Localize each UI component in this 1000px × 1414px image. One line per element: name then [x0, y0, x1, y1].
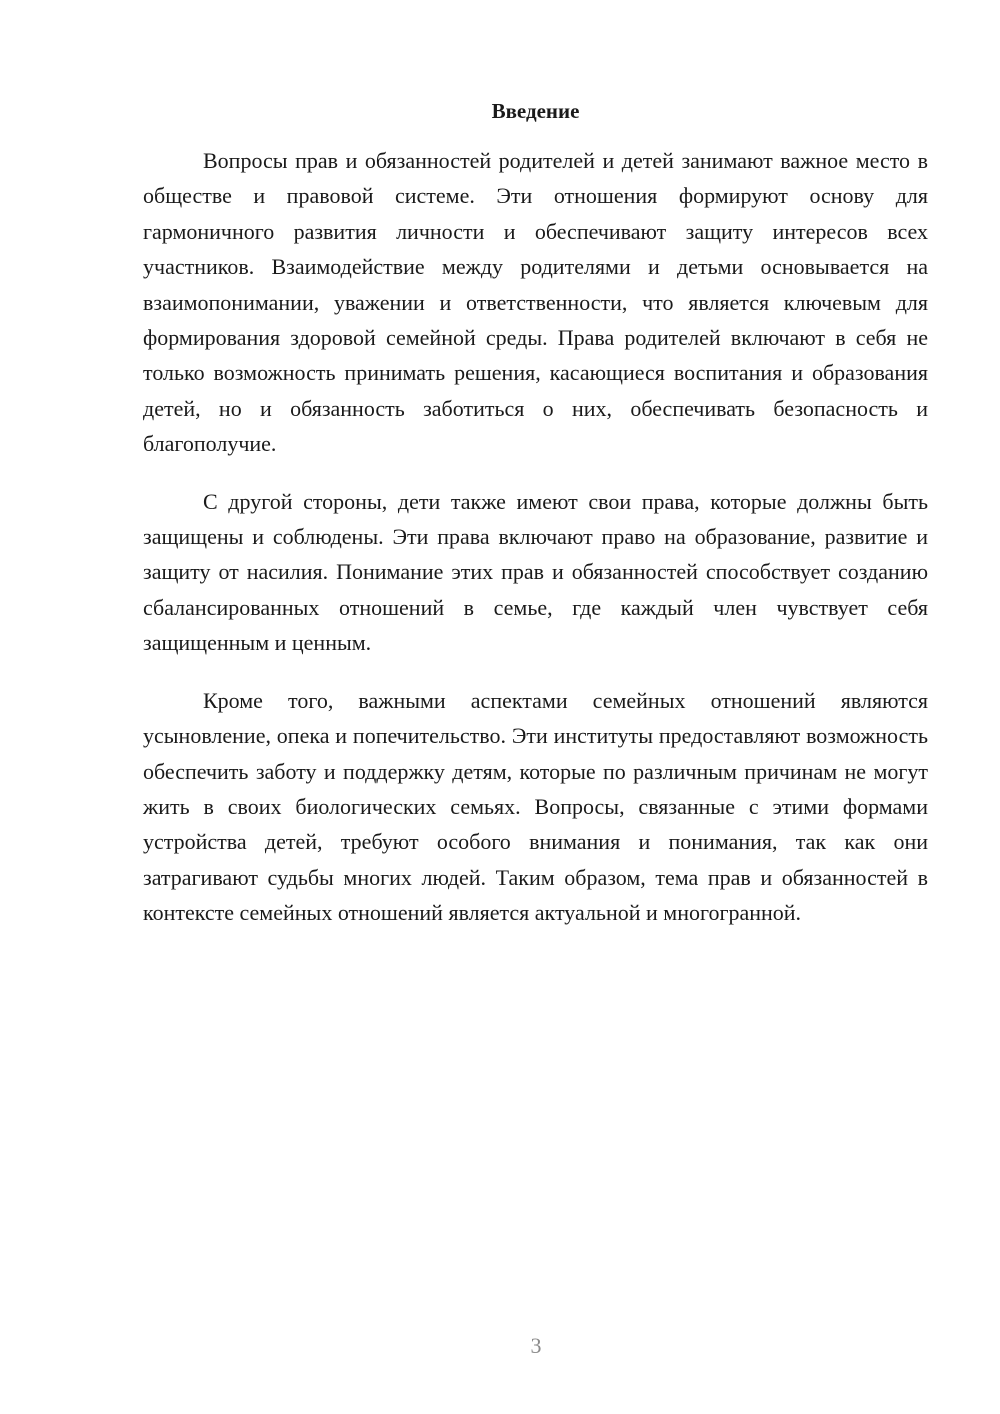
paragraph-3: Кроме того, важными аспектами семейных отношений являются усыновление, опека и попечительство. Эти институты предоставляют возможность обеспечить заботу и поддержку детям, которые по различным причинам не могут жить в своих биологических семьях. Вопросы, связанные с этими формами устройства детей, требуют особого внимания и понимания, так как они затрагивают судьбы многих людей. Таким образом, тема прав и обязанностей в контексте семейных отношений является актуальной и многогранной.: [143, 687, 928, 926]
section-title: Введение: [491, 99, 580, 123]
paragraph-1: Вопросы прав и обязанностей родителей и детей занимают важное место в обществе и правовой системе. Эти отношения формируют основу для гармоничного развития личности и обеспечивают защиту интересов всех участников. Взаимодействие между родителями и детьми основывается на взаимопонимании, уважении и ответственности, что является ключевым для формирования здоровой семейной среды. Права родителей включают в себя не только возможность принимать решения, касающиеся воспитания и образования детей, но и обязанность заботиться о них, обеспечивать безопасность и благополучие.: [143, 148, 928, 457]
page-number: 3: [530, 1333, 542, 1358]
body-text: [143, 143, 928, 953]
paragraph-2: С другой стороны, дети также имеют свои права, которые должны быть защищены и соблюдены. Эти права включают право на образование, развитие и защиту от насилия. Понимание этих прав и обязанностей способствует созданию сбалансированных отношений в семье, где каждый член чувствует себя защищенным и ценным.: [143, 488, 928, 656]
